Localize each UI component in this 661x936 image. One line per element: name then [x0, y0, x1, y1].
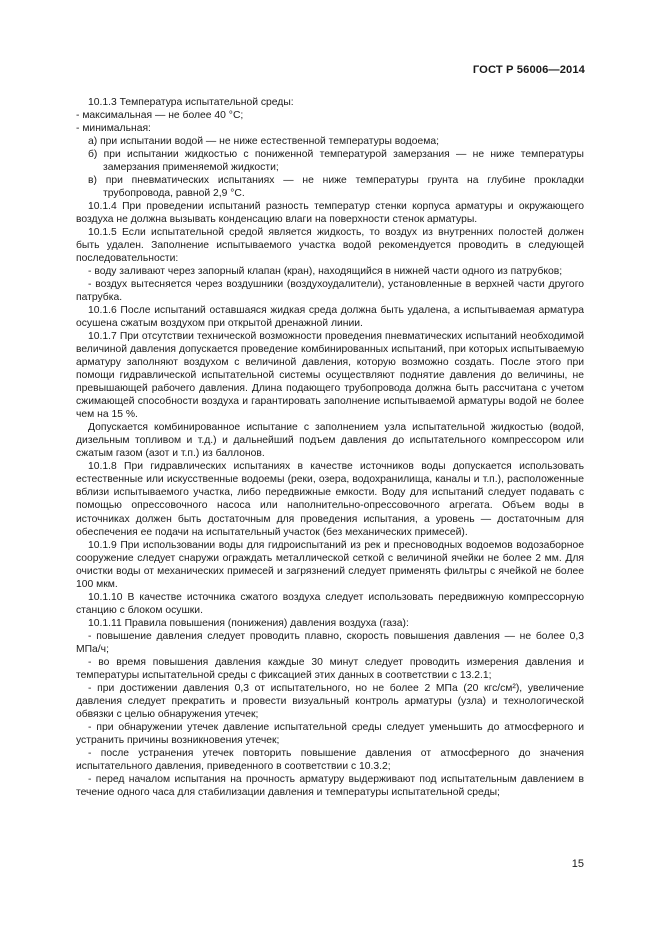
- list-item: - воду заливают через запорный клапан (кран), находящийся в нижней части одного из патрубков;: [88, 266, 563, 278]
- paragraph: 10.1.11 Правила повышения (понижения) давления воздуха (газа):: [88, 617, 409, 629]
- paragraph: Допускается комбинированное испытание с заполнением узла испытательной жидкостью (водой, дизельным топливом и т.д.) и дальнейший подъем давления до испытательного компрессором или сжатым газом (азот и т.п.) из баллонов.: [76, 422, 584, 460]
- paragraph: 10.1.8 При гидравлических испытаниях в качестве источников воды допускается использовать естественные или искусственные водоемы (реки, озера, водохранилища, каналы и т.п.), расположенные вблизи испытываемого участка, либо передвижные емкости. Воду для испытаний следует подавать с помощью опрессовочного насоса или наполнительно-опрессовочного агрегата. Объем воды в источниках должен быть достаточным для проведения испытания, а уровень — достаточным для обеспечения ее подачи на испытательный участок (без механических примесей).: [76, 461, 584, 538]
- list-item: - во время повышения давления каждые 30 минут следует проводить измерения давления и температуры испытательной среды с фиксацией этих данных в соответствии с 13.2.1;: [76, 656, 584, 681]
- list-item: - после устранения утечек повторить повышение давления от атмосферного до значения испытательного давления, приведенного в соответствии с 10.3.2;: [76, 747, 584, 772]
- list-item: - минимальная:: [76, 123, 151, 135]
- paragraph: 10.1.7 При отсутствии технической возможности проведения пневматических испытаний необходимой величиной давления допускается проведение комбинированных испытаний, при которых испытываемую арматуру заполняют воздухом с величиной давления, которую возможно создать. После этого при помощи гидравлической испытательной системы осуществляют поднятие давления до величины, не превышающей рабочего давления. Длина подающего трубопровода должна быть рассчитана с учетом сжимающей способности воздуха и гарантировать заполнение испытываемой арматуры водой не более чем на 15 %.: [76, 331, 584, 421]
- sub-list-item: в) при пневматических испытаниях — не ниже температуры грунта на глубине прокладки трубопровода, равной 2,9 °С.: [88, 175, 584, 200]
- document-body: [76, 96, 584, 799]
- paragraph: 10.1.5 Если испытательной средой является жидкость, то воздух из внутренних полостей должен быть удален. Заполнение испытываемого участка водой рекомендуется проводить в следующей последовательности:: [76, 227, 584, 265]
- list-item: - при обнаружении утечек давление испытательной среды следует уменьшить до атмосферного и устранить причины возникновения утечек;: [76, 721, 584, 746]
- paragraph: 10.1.9 При использовании воды для гидроиспытаний из рек и пресноводных водоемов водозаборное сооружение следует снаружи ограждать металлической сеткой с величиной ячейки не более 2 мм. Для очистки воды от механических примесей и загрязнений следует применять фильтры с ячейкой не более 100 мкм.: [76, 539, 584, 590]
- paragraph: 10.1.3 Температура испытательной среды:: [88, 97, 294, 108]
- list-item: - максимальная — не более 40 °С;: [76, 110, 244, 122]
- list-item: - воздух вытесняется через воздушники (воздухоудалители), установленные в верхней части другого патрубка.: [76, 279, 584, 304]
- document-header: ГОСТ Р 56006—2014: [472, 64, 585, 76]
- list-item: - при достижении давления 0,3 от испытательного, но не более 2 МПа (20 кгс/см²), увеличение давления следует прекратить и провести визуальный контроль арматуры (узла) и технологической обвязки с целью обнаружения утечек;: [76, 682, 584, 720]
- paragraph: 10.1.4 При проведении испытаний разность температур стенки корпуса арматуры и окружающего воздуха не должна вызывать конденсацию влаги на поверхности стенок арматуры.: [76, 201, 584, 226]
- paragraph: 10.1.10 В качестве источника сжатого воздуха следует использовать передвижную компрессорную станцию с блоком осушки.: [76, 591, 584, 616]
- paragraph: 10.1.6 После испытаний оставшаяся жидкая среда должна быть удалена, а испытываемая арматура осушена сжатым воздухом при открытой дренажной линии.: [76, 305, 584, 330]
- page-number: 15: [571, 858, 584, 870]
- sub-list-item: б) при испытании жидкостью с пониженной температурой замерзания — не ниже температуры замерзания применяемой жидкости;: [88, 149, 584, 174]
- list-item: - перед началом испытания на прочность арматуру выдерживают под испытательным давлением в течение одного часа для стабилизации давления и температуры испытательной среды;: [76, 773, 584, 798]
- list-item: - повышение давления следует проводить плавно, скорость повышения давления — не более 0,3 МПа/ч;: [76, 630, 584, 655]
- sub-list-item: а) при испытании водой — не ниже естественной температуры водоема;: [88, 136, 439, 148]
